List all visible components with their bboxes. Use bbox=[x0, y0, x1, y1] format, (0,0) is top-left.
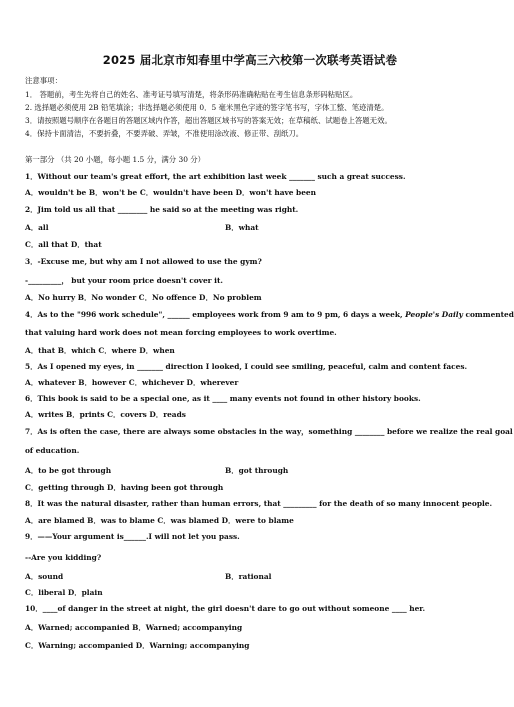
q3-stem: 3．-Excuse me, but why am I not allowed to use the gym? bbox=[25, 257, 262, 266]
q2-option-b: B．what bbox=[225, 223, 259, 232]
q2-options-row2: C．all that D．that bbox=[25, 240, 102, 249]
q7-stem: 7．As is often the case, there are always some obstacles in the way，something ________ before we realize the real goal bbox=[25, 427, 513, 436]
q7-options-row1 bbox=[25, 466, 475, 476]
q4-options: A．that B．which C．where D．when bbox=[25, 346, 175, 355]
q1-stem: 1．Without our team's great effort, the art exhibition last week _______ such a great success. bbox=[25, 172, 406, 181]
q4-stem-emphasis: People's Daily bbox=[405, 310, 463, 319]
q9-options-row2: C．liberal D．plain bbox=[25, 588, 103, 597]
q9-options-row1 bbox=[25, 572, 475, 582]
q9-option-a: A．sound bbox=[25, 572, 64, 581]
q2-options-row1 bbox=[25, 223, 475, 233]
q7-options-row2: C．getting through D．having been got through bbox=[25, 483, 224, 492]
notice-item-4: 4．保持卡面清洁，不要折叠，不要弄破、弄皱，不准使用涂改液、修正带、刮纸刀。 bbox=[25, 129, 304, 138]
q4-stem-a: 4．As to the "996 work schedule", ______ employees work from 9 am to 9 pm, 6 days a week, bbox=[25, 310, 406, 319]
q7-option-b: B．got through bbox=[225, 466, 289, 475]
q3-reply: -_________， but your room price doesn't cover it. bbox=[25, 276, 223, 285]
q10-stem: 10．____of danger in the street at night, the girl doesn't dare to go out without someone ____ her. bbox=[25, 604, 426, 613]
q3-options: A．No hurry B．No wonder C．No offence D．No problem bbox=[25, 293, 262, 302]
q6-options: A．writes B．prints C．covers D．reads bbox=[25, 410, 186, 419]
q9-reply: --Are you kidding? bbox=[25, 553, 102, 562]
notice-item-3: 3．请按照题号顺序在各题目的答题区域内作答，超出答题区域书写的答案无效；在草稿纸、试题卷上答题无效。 bbox=[25, 116, 392, 125]
q2-stem: 2．Jim told us all that ________ he said so at the meeting was right. bbox=[25, 205, 299, 214]
notice-item-1: 1． 答题前，考生先将自己的姓名、准考证号填写清楚，将条形码准确粘贴在考生信息条形码粘贴区。 bbox=[25, 90, 358, 99]
q7-option-a: A．to be got through bbox=[25, 466, 112, 475]
q6-stem: 6．This book is said to be a special one, as it ____ many events not found in other history books. bbox=[25, 394, 421, 403]
notice-heading: 注意事项： bbox=[25, 76, 62, 85]
page-title: 2025 届北京市知春里中学高三六校第一次联考英语试卷 bbox=[102, 53, 398, 67]
q4-stem-continued: that valuing hard work does not mean forcing employees to work overtime. bbox=[25, 328, 337, 337]
q7-stem-continued: of education. bbox=[25, 446, 80, 455]
q5-options: A．whatever B．however C．whichever D．wherever bbox=[25, 378, 239, 387]
q10-options-row2: C．Warning; accompanied D．Warning; accompanying bbox=[25, 641, 250, 650]
q8-options: A．are blamed B．was to blame C．was blamed D．were to blame bbox=[25, 516, 294, 525]
q4-stem bbox=[25, 310, 514, 320]
q1-options: A．wouldn't be B．won't be C．wouldn't have been D．won't have been bbox=[25, 188, 317, 197]
q10-options-row1: A．Warned; accompanied B．Warned; accompanying bbox=[25, 623, 243, 632]
section-heading: 第一部分 （共 20 小题，每小题 1.5 分，满分 30 分） bbox=[25, 155, 206, 164]
q2-option-a: A．all bbox=[25, 223, 49, 232]
q9-option-b: B．rational bbox=[225, 572, 272, 581]
q5-stem: 5．As I opened my eyes, in _______ direction I looked, I could see smiling, peaceful, calm and content faces. bbox=[25, 362, 468, 371]
q4-stem-b: commented bbox=[462, 310, 514, 319]
q8-stem: 8．It was the natural disaster, rather than human errors, that _________ for the death of so many innocent people. bbox=[25, 499, 493, 508]
notice-item-2: 2. 选择题必须使用 2B 铅笔填涂；非选择题必须使用 0．5 毫米黑色字迹的签字笔书写，字体工整、笔迹清楚。 bbox=[25, 103, 389, 112]
q9-stem: 9．——Your argument is______.I will not let you pass. bbox=[25, 532, 240, 541]
